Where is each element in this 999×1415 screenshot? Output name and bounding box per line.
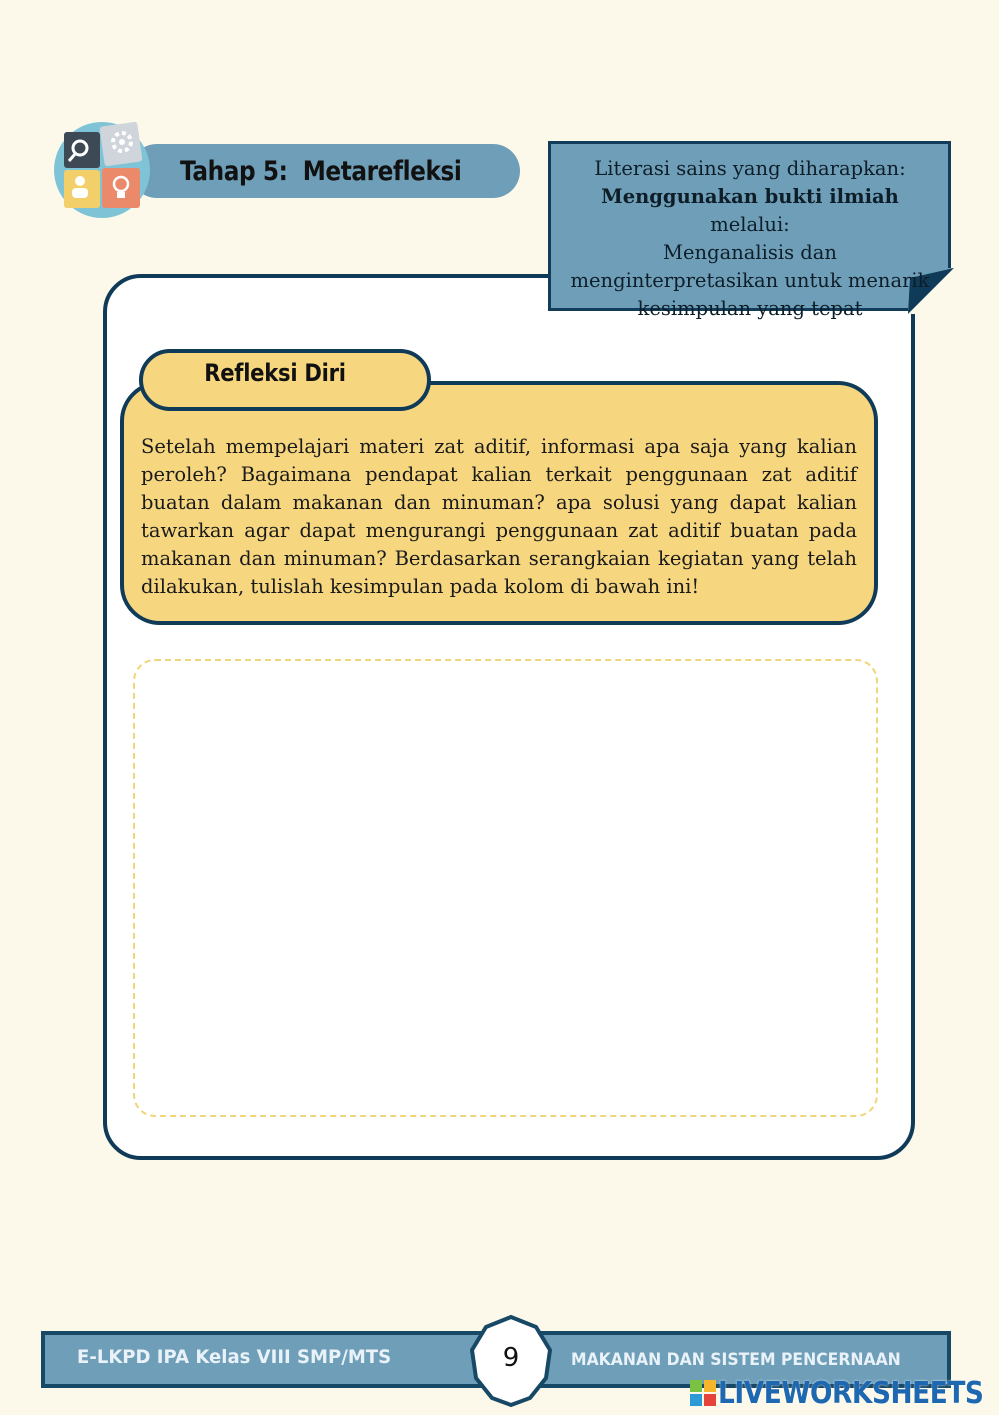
stage-title: Tahap 5: Metarefleksi (180, 156, 462, 187)
literacy-line1: Literasi sains yang diharapkan: (594, 157, 906, 180)
literacy-line3: Menganalisis dan menginterpretasikan untuk menarik kesimpulan yang tepat (570, 241, 930, 320)
literacy-after-bold: melalui: (710, 213, 790, 236)
page-number: 9 (502, 1343, 520, 1373)
liveworksheets-logo[interactable] (690, 1376, 999, 1410)
literacy-text (560, 155, 940, 323)
liveworksheets-squares-icon (690, 1380, 716, 1406)
literacy-bold: Menggunakan bukti ilmiah (601, 185, 899, 208)
footer-course-label: E-LKPD IPA Kelas VIII SMP/MTS (77, 1346, 392, 1368)
literacy-line2 (560, 183, 940, 239)
liveworksheets-text: LIVEWORKSHEETS (718, 1375, 984, 1411)
footer-topic-label: MAKANAN DAN SISTEM PENCERNAAN (571, 1350, 901, 1370)
puzzle-icon (52, 118, 152, 220)
reflection-prompt: Setelah mempelajari materi zat aditif, informasi apa saja yang kalian peroleh? Bagaimana pendapat kalian terkait penggunaan zat aditif buatan dalam makanan dan minuman? apa solusi yang dapat kalian tawarkan agar dapat mengurangi penggunaan zat aditif buatan pada makanan dan minuman? Berdasarkan serangkaian kegiatan yang telah dilakukan, tulislah kesimpulan pada kolom di bawah ini! (141, 435, 857, 598)
answer-textarea[interactable] (133, 659, 878, 1117)
reflection-tab-label: Refleksi Diri (204, 359, 346, 387)
